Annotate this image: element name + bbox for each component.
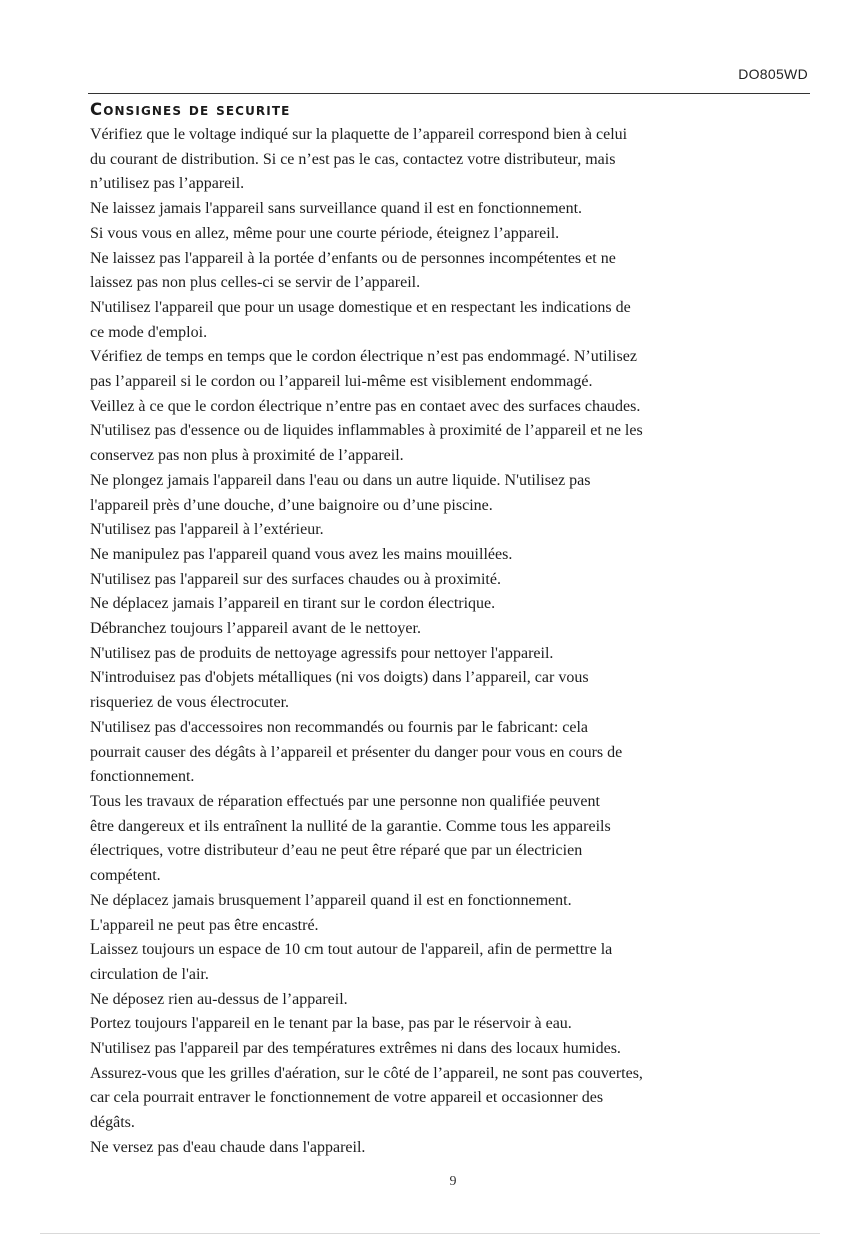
text-line: N'utilisez pas de produits de nettoyage agressifs pour nettoyer l'appareil.	[90, 644, 554, 662]
text-line: laissez pas non plus celles-ci se servir de l’appareil.	[90, 274, 421, 292]
text-line: N'utilisez l'appareil que pour un usage domestique et en respectant les indications de	[90, 298, 631, 316]
text-line: N'introduisez pas d'objets métalliques (ni vos doigts) dans l’appareil, car vous	[90, 669, 589, 687]
text-line: Débranchez toujours l’appareil avant de le nettoyer.	[90, 620, 421, 638]
text-line: Portez toujours l'appareil en le tenant par la base, pas par le réservoir à eau.	[90, 1015, 572, 1033]
section-title: Consignes de securite	[90, 100, 291, 119]
text-line: N'utilisez pas l'appareil à l’extérieur.	[90, 521, 324, 539]
text-line: Ne déposez rien au-dessus de l’appareil.	[90, 990, 348, 1008]
text-line: car cela pourrait entraver le fonctionnement de votre appareil et occasionner des	[90, 1089, 604, 1107]
text-line: Laissez toujours un espace de 10 cm tout autour de l'appareil, afin de permettre la	[90, 941, 613, 959]
text-line: du courant de distribution. Si ce n’est pas le cas, contactez votre distributeur, mais	[90, 150, 616, 168]
text-line: n’utilisez pas l’appareil.	[90, 175, 245, 193]
safety-instructions-text	[90, 123, 812, 1161]
text-line: Ne plongez jamais l'appareil dans l'eau ou dans un autre liquide. N'utilisez pas	[90, 471, 591, 489]
text-line: risqueriez de vous électrocuter.	[90, 694, 290, 712]
text-line: N'utilisez pas l'appareil par des températures extrêmes ni dans des locaux humides.	[90, 1040, 621, 1058]
text-line: pourrait causer des dégâts à l’appareil et présenter du danger pour vous en cours de	[90, 743, 623, 761]
text-line: N'utilisez pas d'essence ou de liquides inflammables à proximité de l’appareil et ne les	[90, 422, 643, 440]
text-line: Vérifiez que le voltage indiqué sur la plaquette de l’appareil correspond bien à celui	[90, 126, 628, 143]
text-line: Assurez-vous que les grilles d'aération, sur le côté de l’appareil, ne sont pas couvertes,	[90, 1064, 643, 1082]
text-line: Ne laissez pas l'appareil à la portée d’enfants ou de personnes incompétentes et ne	[90, 249, 616, 267]
text-line: Ne déplacez jamais brusquement l’appareil quand il est en fonctionnement.	[90, 891, 572, 909]
text-line: dégâts.	[90, 1114, 135, 1132]
page-number: 9	[449, 1174, 457, 1189]
text-line: ce mode d'emploi.	[90, 323, 208, 341]
text-line: N'utilisez pas l'appareil sur des surfaces chaudes ou à proximité.	[90, 570, 501, 588]
text-line: électriques, votre distributeur d’eau ne peut être réparé que par un électricien	[90, 842, 583, 860]
scan-bottom-edge	[40, 1233, 820, 1234]
text-line: Ne versez pas d'eau chaude dans l'appareil.	[90, 1138, 366, 1156]
text-line: fonctionnement.	[90, 768, 195, 786]
text-line: l'appareil près d’une douche, d’une baignoire ou d’une piscine.	[90, 496, 493, 514]
text-line: être dangereux et ils entraînent la nullité de la garantie. Comme tous les appareils	[90, 817, 611, 835]
text-line: compétent.	[90, 867, 161, 885]
model-number: DO805WD	[738, 66, 808, 82]
header-divider	[88, 93, 810, 94]
text-line: Veillez à ce que le cordon électrique n’entre pas en contaet avec des surfaces chaudes.	[90, 397, 641, 415]
text-line: pas l’appareil si le cordon ou l’appareil lui-même est visiblement endommagé.	[90, 373, 593, 391]
text-line: Ne laissez jamais l'appareil sans surveillance quand il est en fonctionnement.	[90, 200, 583, 218]
text-line: Ne déplacez jamais l’appareil en tirant sur le cordon électrique.	[90, 595, 496, 613]
text-line: circulation de l'air.	[90, 965, 209, 983]
text-line: Vérifiez de temps en temps que le cordon électrique n’est pas endommagé. N’utilisez	[90, 348, 637, 366]
text-line: Si vous vous en allez, même pour une courte période, éteignez l’appareil.	[90, 224, 560, 242]
text-line: L'appareil ne peut pas être encastré.	[90, 916, 319, 934]
text-line: Tous les travaux de réparation effectués par une personne non qualifiée peuvent	[90, 792, 600, 810]
text-line: conservez pas non plus à proximité de l’appareil.	[90, 447, 404, 465]
text-line: N'utilisez pas d'accessoires non recommandés ou fournis par le fabricant: cela	[90, 718, 589, 736]
text-line: Ne manipulez pas l'appareil quand vous avez les mains mouillées.	[90, 545, 513, 563]
